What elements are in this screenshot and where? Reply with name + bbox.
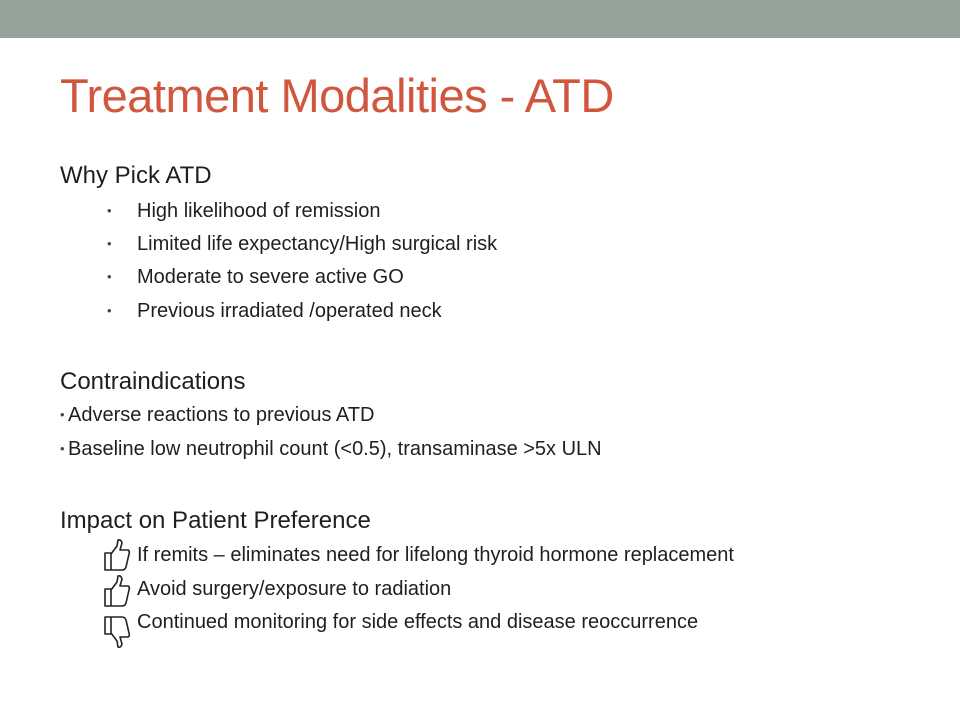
slide-title: Treatment Modalities - ATD	[60, 69, 614, 122]
why-item-1: High likelihood of remission	[137, 200, 381, 222]
impact-item-2: Avoid surgery/exposure to radiation	[137, 578, 452, 600]
bullet-icon: •	[107, 269, 112, 284]
bullet-icon: •	[60, 441, 65, 456]
thumbs-up-icon	[102, 573, 132, 609]
bullet-icon: •	[107, 203, 112, 218]
why-item-3: Moderate to severe active GO	[137, 266, 404, 288]
impact-heading: Impact on Patient Preference	[60, 507, 371, 534]
bullet-icon: •	[60, 407, 65, 422]
contraindications-heading: Contraindications	[60, 368, 246, 395]
impact-item-1: If remits – eliminates need for lifelong thyroid hormone replacement	[137, 544, 734, 566]
why-item-2: Limited life expectancy/High surgical risk	[137, 233, 498, 255]
top-accent-bar	[0, 0, 960, 38]
why-pick-heading: Why Pick ATD	[60, 162, 212, 189]
bullet-icon: •	[107, 303, 112, 318]
impact-item-3: Continued monitoring for side effects and disease reoccurrence	[137, 611, 699, 633]
contra-item-2: Baseline low neutrophil count (<0.5), transaminase >5x ULN	[68, 438, 602, 460]
thumbs-down-icon	[102, 614, 132, 650]
bullet-icon: •	[107, 236, 112, 251]
contra-item-1: Adverse reactions to previous ATD	[68, 404, 375, 426]
why-item-4: Previous irradiated /operated neck	[137, 300, 442, 322]
thumbs-up-icon	[102, 537, 132, 573]
